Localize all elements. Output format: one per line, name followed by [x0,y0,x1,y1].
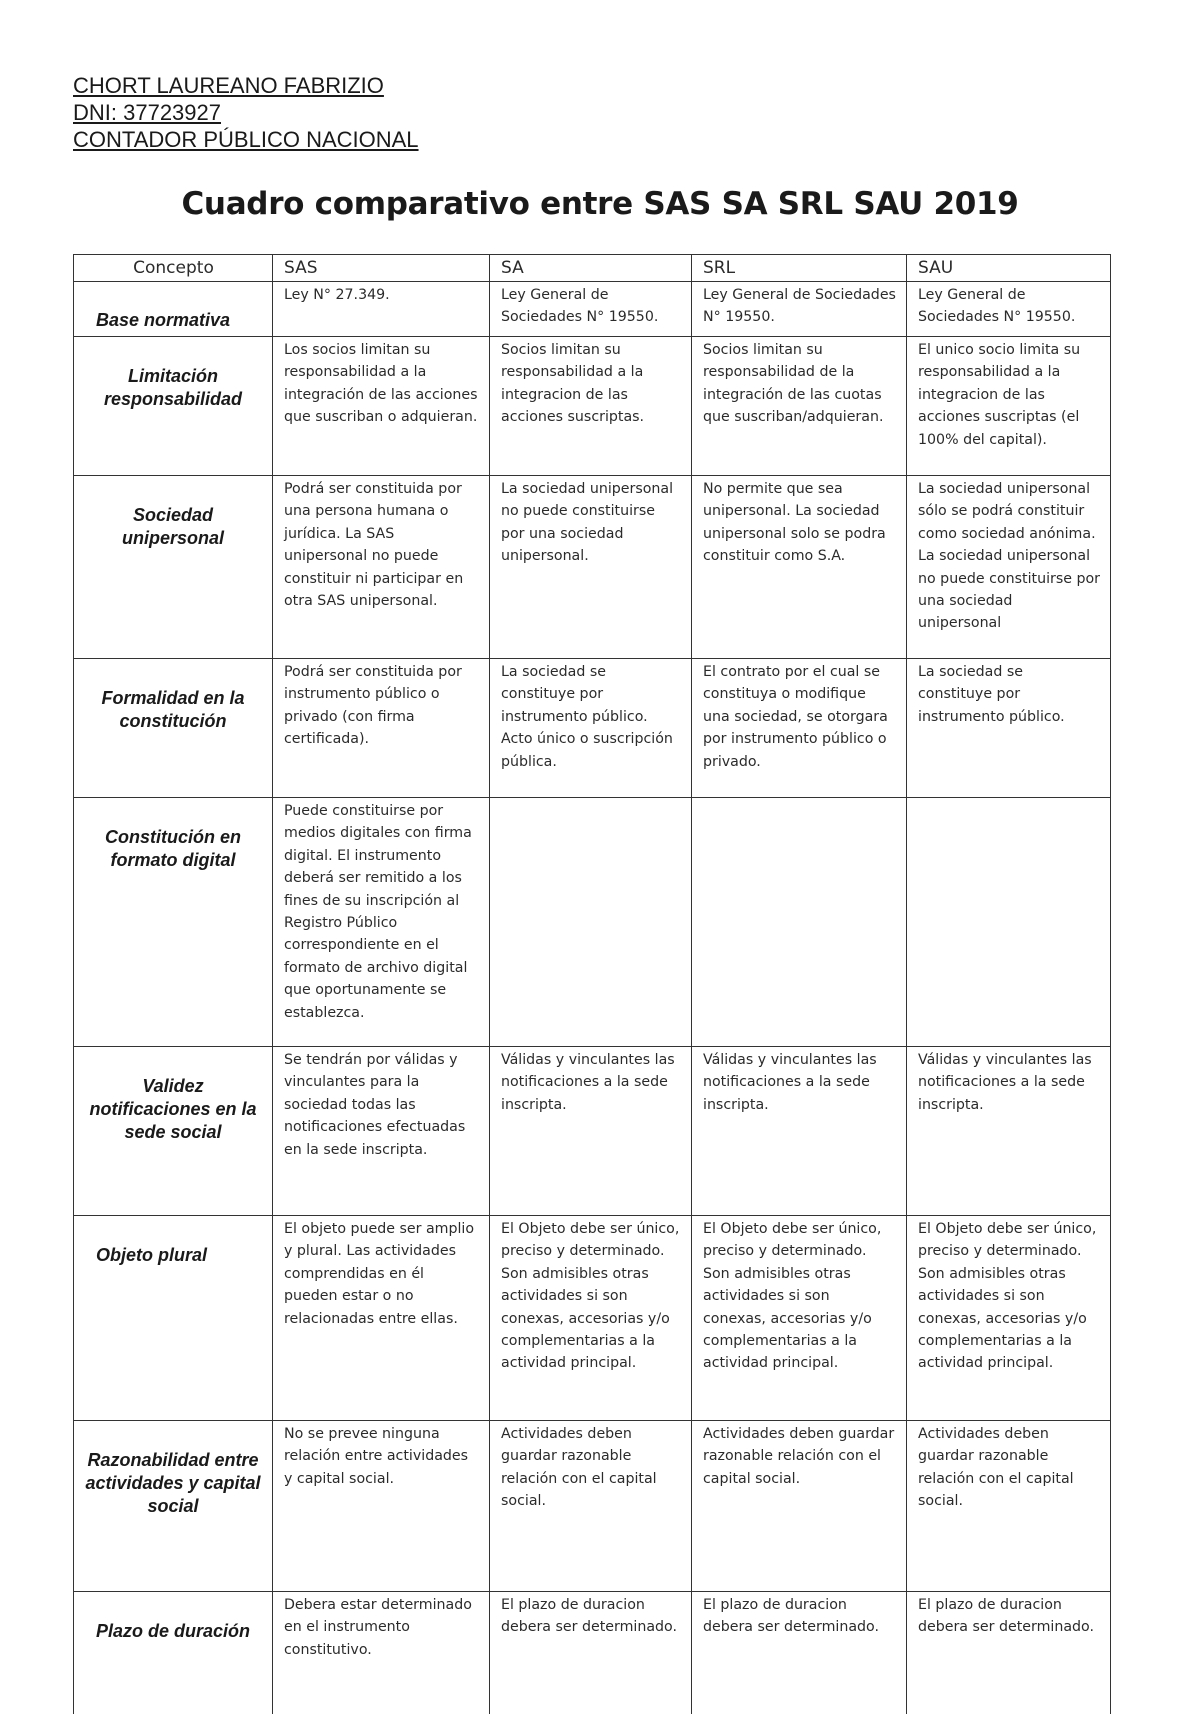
row-concept: Plazo de duración [74,1592,273,1714]
cell-sau: Ley General de Sociedades N° 19550. [907,282,1111,337]
row-concept: Constitución en formato digital [74,798,273,1047]
row-concept: Validez notificaciones en la sede social [74,1047,273,1216]
cell-sas: Se tendrán por válidas y vinculantes para la sociedad todas las notificaciones efectuadas en la sede inscripta. [273,1047,490,1216]
cell-sa: Ley General de Sociedades N° 19550. [490,282,692,337]
cell-sa: El Objeto debe ser único, preciso y determinado. Son admisibles otras actividades si son conexas, accesorias y/o complementarias a la actividad principal. [490,1216,692,1421]
cell-sas: Los socios limitan su responsabilidad a la integración de las acciones que suscriban o adquieran. [273,337,490,476]
table-row [74,1216,1111,1421]
document-title: Cuadro comparativo entre SAS SA SRL SAU 2019 [0,186,1200,222]
cell-sau: Válidas y vinculantes las notificaciones a la sede inscripta. [907,1047,1111,1216]
table-row [74,282,1111,337]
cell-sa: La sociedad unipersonal no puede constituirse por una sociedad unipersonal. [490,476,692,659]
cell-sas: Podrá ser constituida por una persona humana o jurídica. La SAS unipersonal no puede constituir ni participar en otra SAS unipersonal. [273,476,490,659]
cell-sau: La sociedad unipersonal sólo se podrá constituir como sociedad anónima. La sociedad unipersonal no puede constituirse por una sociedad unipersonal [907,476,1111,659]
column-header-sa: SA [490,255,692,282]
cell-srl: Ley General de Sociedades N° 19550. [692,282,907,337]
column-header-sau: SAU [907,255,1111,282]
cell-sas: Ley N° 27.349. [273,282,490,337]
cell-sau: El unico socio limita su responsabilidad a la integracion de las acciones suscriptas (el 100% del capital). [907,337,1111,476]
cell-srl: El Objeto debe ser único, preciso y determinado. Son admisibles otras actividades si son conexas, accesorias y/o complementarias a la actividad principal. [692,1216,907,1421]
cell-sas: Debera estar determinado en el instrumento constitutivo. [273,1592,490,1714]
table-row [74,798,1111,1047]
row-concept: Razonabilidad entre actividades y capital social [74,1421,273,1592]
table-row [74,1421,1111,1592]
table-row [74,659,1111,798]
cell-srl [692,798,907,1047]
table-row [74,476,1111,659]
cell-srl: Socios limitan su responsabilidad de la integración de las cuotas que suscriban/adquieran. [692,337,907,476]
cell-sau: La sociedad se constituye por instrumento público. [907,659,1111,798]
cell-sas: No se prevee ninguna relación entre actividades y capital social. [273,1421,490,1592]
cell-sa: La sociedad se constituye por instrumento público. Acto único o suscripción pública. [490,659,692,798]
column-header-sas: SAS [273,255,490,282]
row-concept: Limitación responsabilidad [74,337,273,476]
row-concept: Base normativa [74,282,273,337]
cell-sau [907,798,1111,1047]
cell-sa: Válidas y vinculantes las notificaciones a la sede inscripta. [490,1047,692,1216]
cell-srl: El contrato por el cual se constituya o modifique una sociedad, se otorgara por instrumento público o privado. [692,659,907,798]
cell-sau: El Objeto debe ser único, preciso y determinado. Son admisibles otras actividades si son conexas, accesorias y/o complementarias a la actividad principal. [907,1216,1111,1421]
table-row [74,1047,1111,1216]
cell-sas: El objeto puede ser amplio y plural. Las actividades comprendidas en él pueden estar o no relacionadas entre ellas. [273,1216,490,1421]
comparison-table [73,254,1111,1714]
cell-sau: El plazo de duracion debera ser determinado. [907,1592,1111,1714]
column-header-srl: SRL [692,255,907,282]
cell-sa: Socios limitan su responsabilidad a la integracion de las acciones suscriptas. [490,337,692,476]
cell-sa: Actividades deben guardar razonable relación con el capital social. [490,1421,692,1592]
table-header-row [74,255,1111,282]
author-name: CHORT LAUREANO FABRIZIO [73,72,419,99]
cell-srl: Válidas y vinculantes las notificaciones a la sede inscripta. [692,1047,907,1216]
cell-sa: El plazo de duracion debera ser determinado. [490,1592,692,1714]
cell-sau: Actividades deben guardar razonable relación con el capital social. [907,1421,1111,1592]
cell-srl: Actividades deben guardar razonable relación con el capital social. [692,1421,907,1592]
row-concept: Objeto plural [74,1216,273,1421]
cell-sas: Puede constituirse por medios digitales con firma digital. El instrumento deberá ser remitido a los fines de su inscripción al Registro Público correspondiente en el formato de archivo digital que oportunamente se establezca. [273,798,490,1047]
author-header [73,72,419,153]
cell-srl: No permite que sea unipersonal. La sociedad unipersonal solo se podra constituir como S.A. [692,476,907,659]
row-concept: Formalidad en la constitución [74,659,273,798]
column-header-concepto: Concepto [74,255,273,282]
row-concept: Sociedad unipersonal [74,476,273,659]
cell-sas: Podrá ser constituida por instrumento público o privado (con firma certificada). [273,659,490,798]
author-profession: CONTADOR PÚBLICO NACIONAL [73,126,419,153]
cell-sa [490,798,692,1047]
author-dni: DNI: 37723927 [73,99,419,126]
table-row [74,1592,1111,1714]
cell-srl: El plazo de duracion debera ser determinado. [692,1592,907,1714]
table-row [74,337,1111,476]
